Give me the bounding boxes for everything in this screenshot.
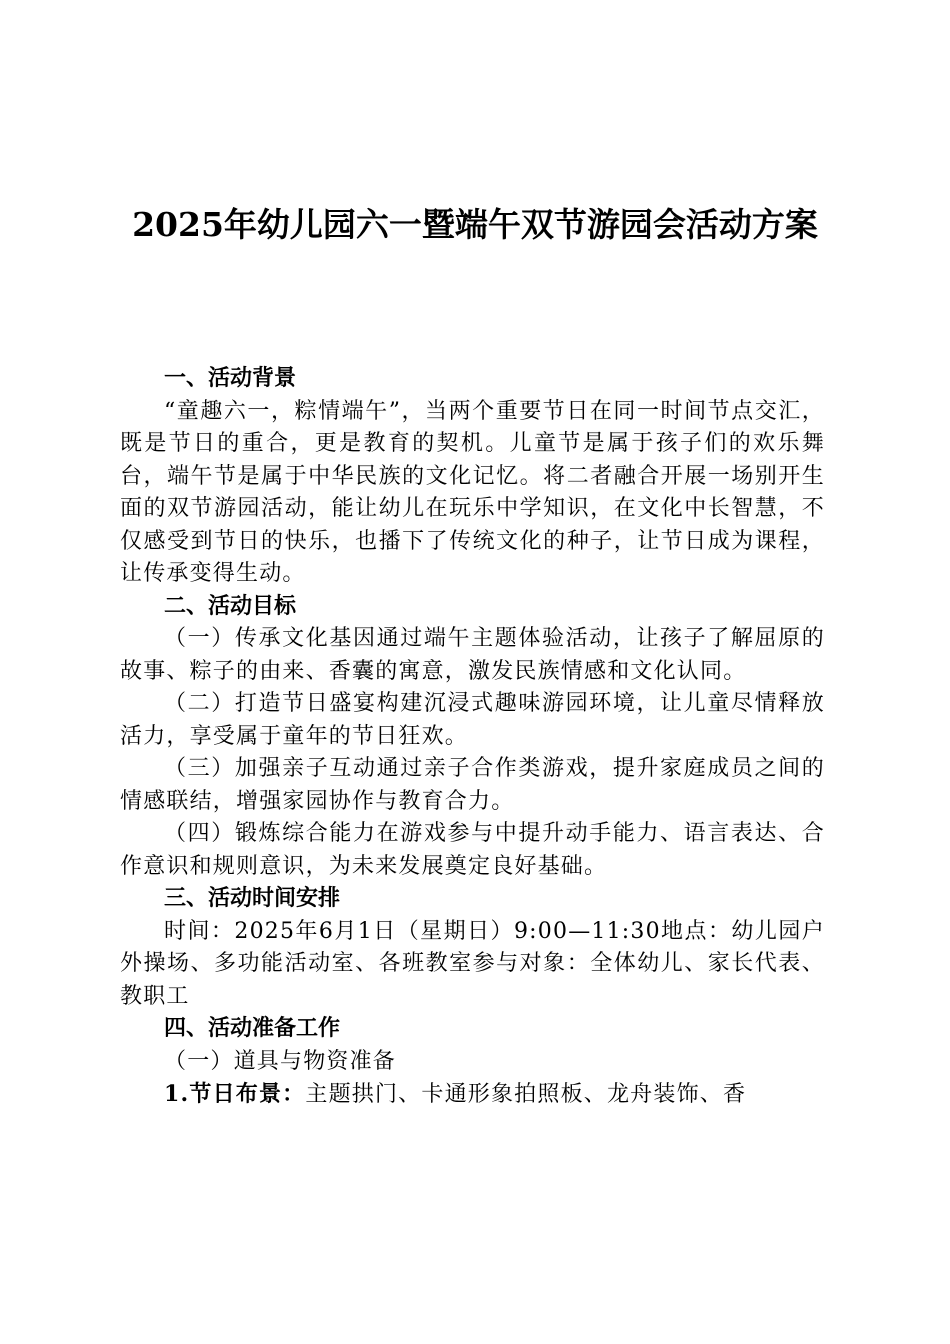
list-item-text: 主题拱门、卡通形象拍照板、龙舟装饰、香 xyxy=(305,1082,747,1107)
section-heading-preparation: 四、活动准备工作 xyxy=(164,1016,341,1041)
document-body xyxy=(120,363,825,1112)
section-heading-goals: 二、活动目标 xyxy=(164,593,297,619)
paragraph-goal-3: （三）加强亲子互动通过亲子合作类游戏，提升家庭成员之间的情感联结，增强家园协作与教育合力。 xyxy=(120,756,825,814)
paragraph-schedule: 时间：2025年6月1日（星期日）9:00—11:30地点：幼儿园户外操场、多功能活动室、各班教室参与对象：全体幼儿、家长代表、教职工 xyxy=(120,918,825,1009)
paragraph-goal-4: （四）锻炼综合能力在游戏参与中提升动手能力、语言表达、合作意识和规则意识，为未来发展奠定良好基础。 xyxy=(120,821,825,879)
subsection-props-supplies: （一）道具与物资准备 xyxy=(164,1048,397,1074)
section-heading-background: 一、活动背景 xyxy=(164,366,297,391)
paragraph-goal-2: （二）打造节日盛宴构建沉浸式趣味游园环境，让儿童尽情释放活力，享受属于童年的节日狂欢。 xyxy=(120,691,825,749)
list-item-lead: 1.节日布景： xyxy=(164,1081,306,1107)
paragraph-goal-1: （一）传承文化基因通过端午主题体验活动，让孩子了解屈原的故事、粽子的由来、香囊的寓意，激发民族情感和文化认同。 xyxy=(120,626,825,684)
section-heading-schedule: 三、活动时间安排 xyxy=(164,886,341,911)
list-item-festival-decor xyxy=(120,1078,825,1112)
paragraph-background: “童趣六一，粽情端午”，当两个重要节日在同一时间节点交汇，既是节日的重合，更是教育的契机。儿童节是属于孩子们的欢乐舞台，端午节是属于中华民族的文化记忆。将二者融合开展一场别开生面的双节游园活动，能让幼儿在玩乐中学知识，在文化中长智慧，不仅感受到节日的快乐，也播下了传统文化的种子，让节日成为课程，让传承变得生动。 xyxy=(120,398,825,586)
document-title: 2025年幼儿园六一暨端午双节游园会活动方案 xyxy=(132,205,818,244)
